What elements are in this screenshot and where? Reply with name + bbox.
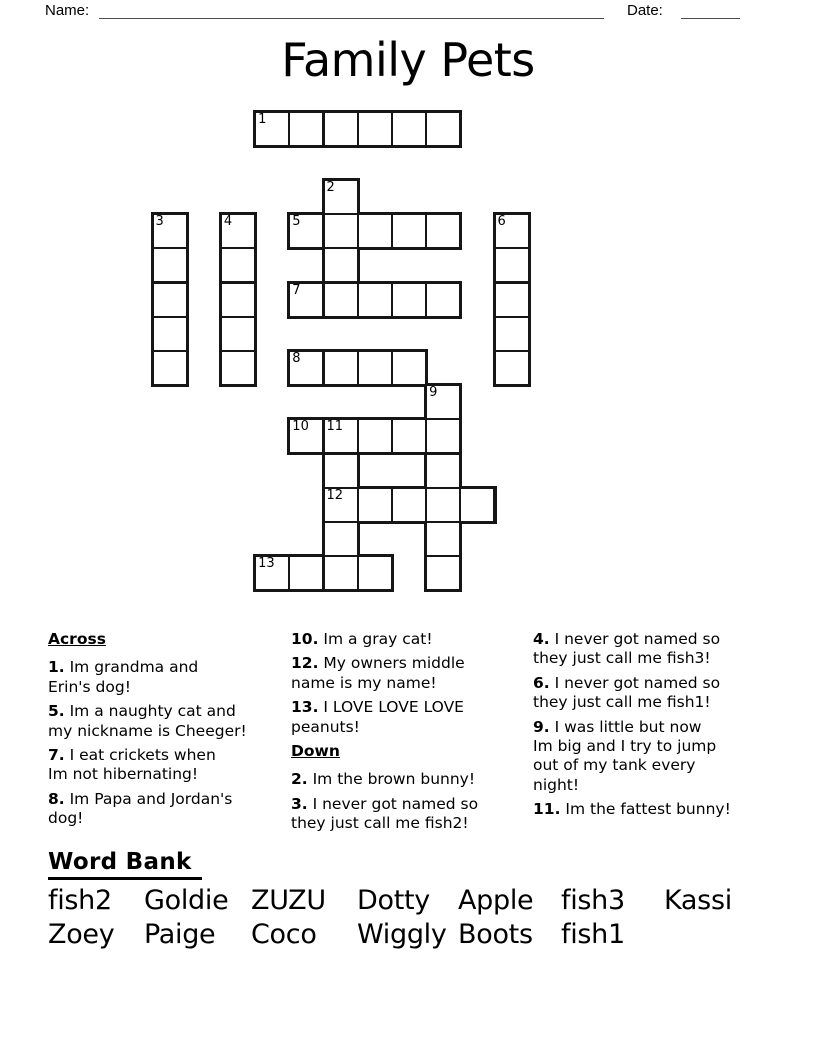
clues-column-1 <box>48 630 286 834</box>
grid-cell[interactable] <box>288 111 324 147</box>
grid-cell[interactable] <box>220 350 256 386</box>
clue-7: 7. I eat crickets when Im not hibernating! <box>48 746 216 784</box>
clue-13: 13. I LOVE LOVE LOVE peanuts! <box>291 698 464 736</box>
grid-cell[interactable] <box>425 555 461 591</box>
grid-cell[interactable] <box>357 418 393 454</box>
grid-cell[interactable] <box>357 555 393 591</box>
grid-cell[interactable] <box>152 247 188 283</box>
clue-8: 8. Im Papa and Jordan's dog! <box>48 789 233 828</box>
word-bank-word: Goldie <box>144 885 229 916</box>
down-heading: Down <box>291 742 340 761</box>
word-bank-word: Paige <box>144 919 216 950</box>
grid-cell[interactable] <box>323 350 359 386</box>
clue-4: 4. I never got named so they just call me fish3! <box>533 630 721 668</box>
cell-number: 6 <box>497 214 506 230</box>
grid-cell[interactable] <box>323 213 359 249</box>
grid-cell[interactable] <box>357 350 393 386</box>
clue-1: 1. Im grandma and Erin's dog! <box>48 658 199 696</box>
grid-cell[interactable] <box>357 213 393 249</box>
word-bank-word: fish3 <box>561 885 625 916</box>
grid-cell[interactable] <box>323 555 359 591</box>
grid-cell[interactable] <box>391 418 427 454</box>
clue-11: 11. Im the fattest bunny! <box>533 800 731 819</box>
grid-cell[interactable] <box>357 111 393 147</box>
clue-12: 12. My owners middle name is my name! <box>291 654 465 692</box>
grid-cell[interactable] <box>220 213 256 249</box>
grid-cell[interactable] <box>425 282 461 318</box>
clue-3: 3. I never got named so they just call me fish2! <box>291 794 479 833</box>
grid-cell[interactable] <box>425 111 461 147</box>
word-bank-word: fish1 <box>561 919 625 950</box>
clue-10: 10. Im a gray cat! <box>291 630 433 648</box>
puzzle-title: Family Pets <box>281 33 535 87</box>
word-bank-word: Coco <box>251 919 317 950</box>
cell-number: 7 <box>292 282 301 298</box>
grid-cell[interactable] <box>323 282 359 318</box>
grid-cell[interactable] <box>323 247 359 283</box>
grid-cell[interactable] <box>323 521 359 557</box>
cell-number: 1 <box>258 111 267 127</box>
word-bank-row <box>48 918 768 952</box>
clues-column-3 <box>533 630 771 825</box>
word-bank-word: Dotty <box>357 885 430 916</box>
grid-cell[interactable] <box>391 350 427 386</box>
word-bank-word: Wiggly <box>357 919 447 950</box>
cell-number: 2 <box>326 179 335 195</box>
grid-cell[interactable] <box>288 282 324 318</box>
cell-number: 9 <box>429 385 438 401</box>
word-bank-word: ZUZU <box>251 885 326 916</box>
word-bank-word: Apple <box>458 885 534 916</box>
grid-cell[interactable] <box>391 282 427 318</box>
name-label: Name: <box>45 2 90 19</box>
grid-cell[interactable] <box>323 418 359 454</box>
clues-column-2 <box>291 630 529 839</box>
clue-6: 6. I never got named so they just call me fish1! <box>533 673 721 712</box>
grid-cell[interactable] <box>323 453 359 489</box>
grid-cell[interactable] <box>254 555 290 591</box>
word-bank-word: Kassi <box>664 885 732 916</box>
grid-cell[interactable] <box>494 213 530 249</box>
grid-cell[interactable] <box>494 247 530 283</box>
grid-cell[interactable] <box>152 350 188 386</box>
grid-cell[interactable] <box>425 521 461 557</box>
grid-cell[interactable] <box>459 487 495 523</box>
grid-cell[interactable] <box>152 213 188 249</box>
clue-9: 9. I was little but now Im big and I try to jump out of my tank every night! <box>533 717 717 794</box>
across-heading: Across <box>48 630 106 648</box>
grid-cell[interactable] <box>494 282 530 318</box>
cell-number: 8 <box>292 350 301 366</box>
date-input-line[interactable] <box>681 10 740 19</box>
grid-cell[interactable] <box>391 487 427 523</box>
grid-cell[interactable] <box>323 111 359 147</box>
grid-cell[interactable] <box>494 316 530 352</box>
grid-cell[interactable] <box>152 282 188 318</box>
word-bank-word: Boots <box>458 919 533 950</box>
grid-cell[interactable] <box>220 247 256 283</box>
grid-cell[interactable] <box>357 487 393 523</box>
grid-cell[interactable] <box>220 282 256 318</box>
grid-cell[interactable] <box>425 487 461 523</box>
word-bank-word: fish2 <box>48 885 112 916</box>
grid-cell[interactable] <box>323 487 359 523</box>
date-label: Date: <box>627 2 663 19</box>
word-bank-word: Zoey <box>48 919 115 950</box>
grid-cell[interactable] <box>357 282 393 318</box>
grid-cell[interactable] <box>288 213 324 249</box>
grid-cell[interactable] <box>152 316 188 352</box>
grid-cell[interactable] <box>425 418 461 454</box>
cell-number: 5 <box>292 214 301 230</box>
grid-cell[interactable] <box>425 453 461 489</box>
cell-number: 11 <box>326 419 344 435</box>
grid-cell[interactable] <box>254 111 290 147</box>
name-input-line[interactable] <box>99 10 604 19</box>
word-bank-words <box>48 884 768 952</box>
cell-number: 4 <box>223 214 233 230</box>
grid-cell[interactable] <box>288 555 324 591</box>
cell-number: 13 <box>258 556 275 572</box>
grid-cell[interactable] <box>494 350 530 386</box>
grid-cell[interactable] <box>288 350 324 386</box>
grid-cell[interactable] <box>391 213 427 249</box>
clue-5: 5. Im a naughty cat and my nickname is Cheeger! <box>48 702 247 740</box>
grid-cell[interactable] <box>425 213 461 249</box>
cell-number: 10 <box>292 419 309 435</box>
grid-cell[interactable] <box>425 384 461 420</box>
word-bank-row <box>48 884 768 918</box>
grid-cell[interactable] <box>391 111 427 147</box>
word-bank-title: Word Bank <box>48 849 202 880</box>
grid-cell[interactable] <box>288 418 324 454</box>
cell-number: 12 <box>326 487 344 503</box>
grid-cell[interactable] <box>220 316 256 352</box>
grid-cell[interactable] <box>323 179 359 215</box>
clue-2: 2. Im the brown bunny! <box>291 770 476 789</box>
cell-number: 3 <box>155 214 164 230</box>
